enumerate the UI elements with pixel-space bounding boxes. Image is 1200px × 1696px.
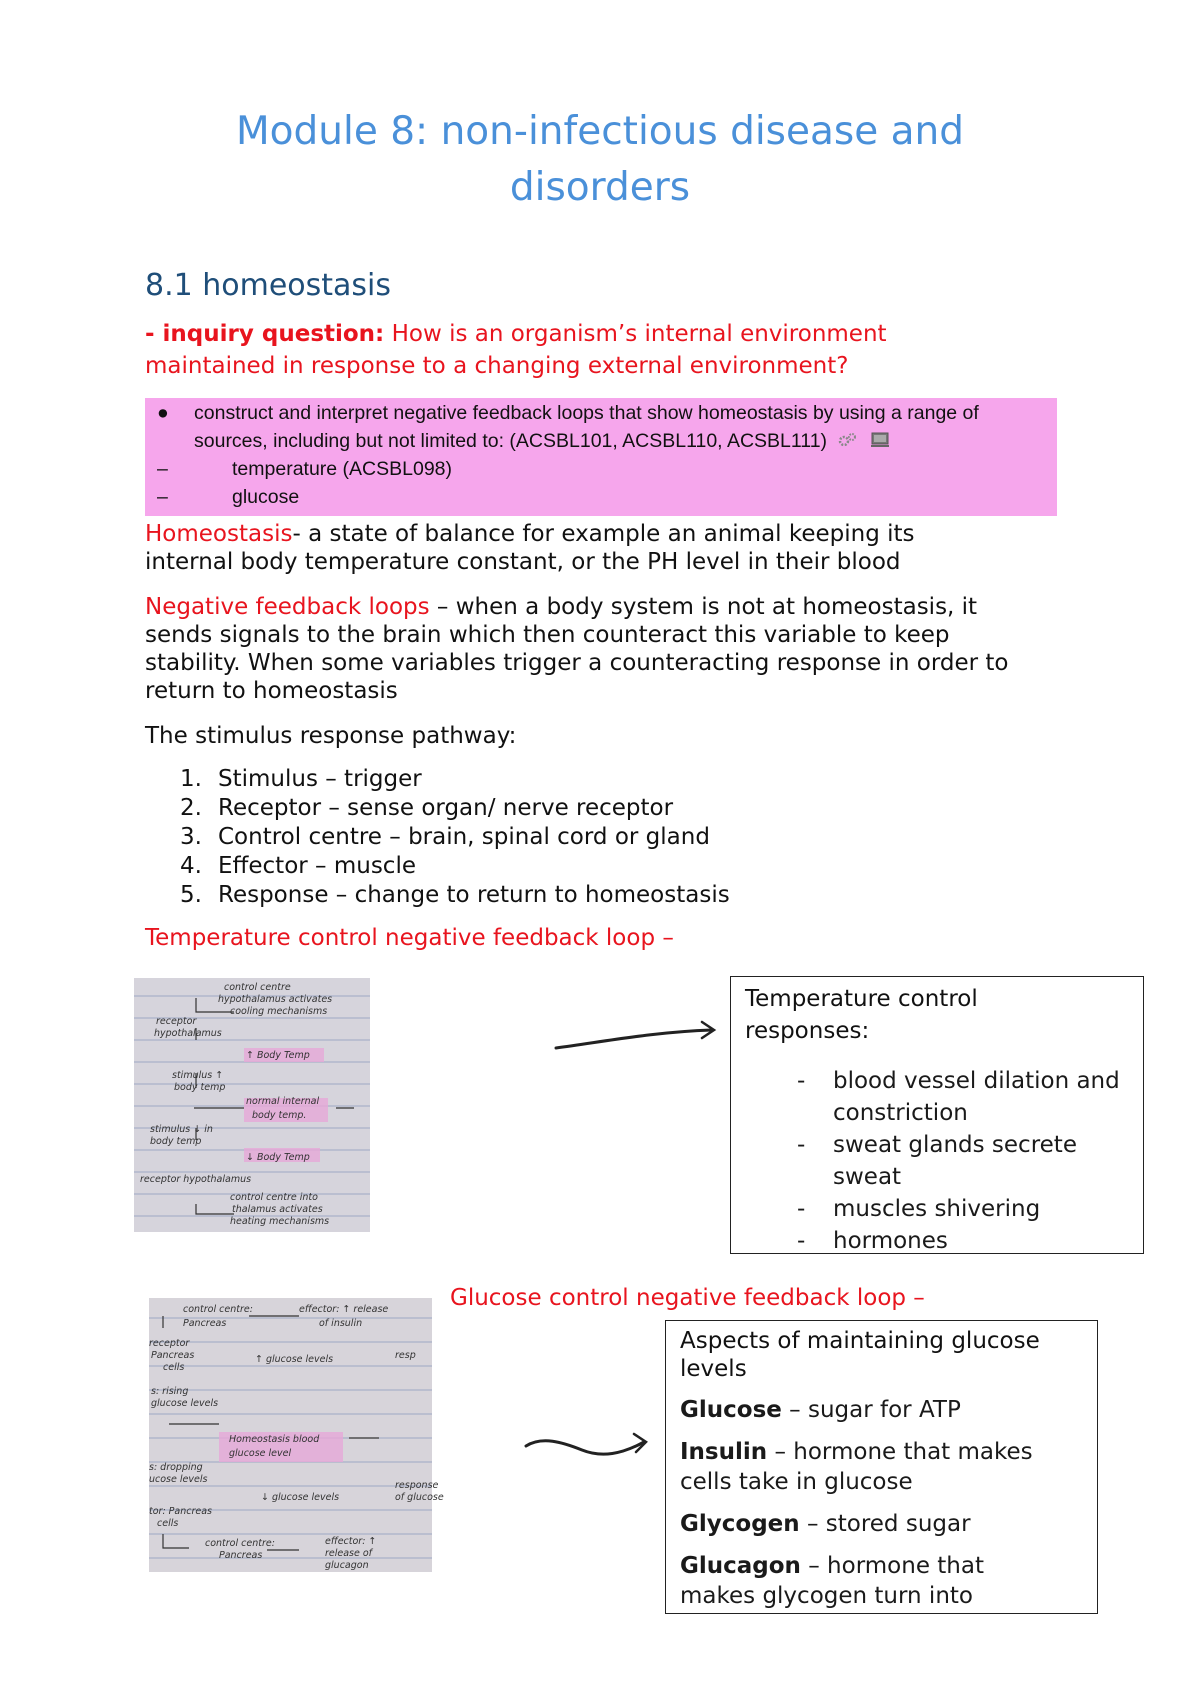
handwritten-note: Pancreas	[219, 1550, 263, 1561]
title-line-2: disorders	[509, 165, 691, 210]
list-item: Glucose – sugar for ATP	[680, 1397, 961, 1423]
gears-icon	[838, 429, 858, 455]
handwritten-note: body temp	[150, 1136, 202, 1147]
nfl-def-4: return to homeostasis	[145, 678, 398, 704]
glucose-box-title-2: levels	[680, 1356, 747, 1382]
handwritten-note: cooling mechanisms	[230, 1006, 328, 1017]
title-line-1: Module 8: non-infectious disease and	[236, 109, 964, 154]
homeostasis-def-2: internal body temperature constant, or the PH level in their blood	[145, 549, 901, 575]
nfl-def-1: – when a body system is not at homeostasis, it	[429, 594, 978, 620]
pathway-list	[180, 765, 730, 910]
curved-arrow-icon	[552, 1010, 720, 1060]
handwritten-note: body temp	[174, 1082, 226, 1093]
handwritten-note: s: rising	[151, 1386, 189, 1397]
nfl-def-2: sends signals to the brain which then counteract this variable to keep	[145, 622, 950, 648]
list-item: Glycogen – stored sugar	[680, 1511, 971, 1537]
nfl-def-3: stability. When some variables trigger a counteracting response in order to	[145, 650, 1009, 676]
wavy-arrow-icon	[522, 1428, 652, 1468]
syllabus-dash-1: –	[157, 458, 168, 480]
inquiry-label: - inquiry question:	[145, 321, 385, 347]
handwritten-note: receptor	[149, 1338, 190, 1349]
handwritten-note: Homeostasis blood	[229, 1434, 320, 1445]
handwritten-note: ↑ Body Temp	[246, 1050, 310, 1061]
handwritten-note: control centre:	[183, 1304, 253, 1315]
handwritten-note: ↑ glucose levels	[255, 1354, 334, 1365]
list-item: Glucagon – hormone that makes glycogen turn into	[680, 1553, 984, 1609]
inquiry-text-2: maintained in response to a changing external environment?	[145, 353, 849, 379]
list-item: - sweat glands secrete sweat	[797, 1132, 1077, 1190]
glucose-loop-heading: Glucose control negative feedback loop –	[450, 1285, 925, 1311]
temp-box-title-1: Temperature control	[745, 986, 978, 1012]
handwritten-note: thalamus activates	[232, 1204, 323, 1215]
handwritten-note: stimulus ↑	[172, 1070, 224, 1081]
nfl-definition	[145, 593, 1075, 705]
pathway-intro: The stimulus response pathway:	[145, 723, 517, 749]
handwritten-note: cells	[157, 1518, 179, 1529]
handwritten-note: glucose levels	[151, 1398, 219, 1409]
handwritten-note: receptor	[156, 1016, 197, 1027]
handwritten-note: ↓ glucose levels	[261, 1492, 340, 1503]
handwritten-note: of insulin	[319, 1318, 363, 1329]
temperature-responses-box	[730, 976, 1144, 1254]
syllabus-dotpoint	[145, 398, 1057, 516]
handwritten-note: control centre:	[205, 1538, 275, 1549]
handwritten-note: effector: ↑	[325, 1536, 377, 1547]
temp-box-title-2: responses:	[745, 1018, 870, 1044]
handwritten-note: glucagon	[325, 1560, 369, 1571]
handwritten-note: resp	[395, 1350, 416, 1361]
handwritten-note: control centre	[224, 982, 291, 993]
syllabus-line-2: sources, including but not limited to: (ACSBL101, ACSBL110, ACSBL111)	[194, 430, 828, 452]
section-heading: 8.1 homeostasis	[145, 268, 392, 303]
syllabus-bullet: ●	[157, 402, 169, 424]
glucose-notes-drawing	[149, 1298, 444, 1572]
handwritten-note: release of	[325, 1548, 373, 1559]
syllabus-line-1: construct and interpret negative feedback loops that show homeostasis by using a range of	[194, 402, 979, 424]
handwritten-note: of glucose	[395, 1492, 444, 1503]
syllabus-sub-2: glucose	[232, 486, 300, 508]
list-item: - blood vessel dilation and constriction	[797, 1068, 1120, 1126]
handwritten-note: control centre into	[230, 1192, 318, 1203]
list-item: 1. Stimulus – trigger	[180, 766, 422, 792]
list-item: - hormones	[797, 1228, 948, 1254]
handwritten-note: hypothalamus activates	[218, 994, 333, 1005]
temperature-notes-photo	[134, 978, 370, 1232]
glucose-aspects-box	[665, 1320, 1098, 1614]
handwritten-note: glucose level	[229, 1448, 292, 1459]
list-item: 2. Receptor – sense organ/ nerve receptor	[180, 795, 674, 821]
handwritten-note: stimulus ↓ in	[150, 1124, 213, 1135]
handwritten-note: Pancreas	[151, 1350, 195, 1361]
homeostasis-term: Homeostasis	[145, 521, 293, 547]
list-item: - muscles shivering	[797, 1196, 1041, 1222]
page-title	[0, 104, 1200, 216]
temperature-loop-heading: Temperature control negative feedback loop –	[145, 925, 674, 951]
handwritten-note: ucose levels	[149, 1474, 208, 1485]
syllabus-dash-2: –	[157, 486, 168, 508]
temperature-notes-drawing	[134, 978, 370, 1232]
handwritten-note: body temp.	[252, 1110, 307, 1121]
handwritten-note: cells	[163, 1362, 185, 1373]
nfl-term: Negative feedback loops	[145, 594, 430, 620]
handwritten-note: hypothalamus	[154, 1028, 222, 1039]
syllabus-line-2-wrap	[194, 428, 890, 455]
handwritten-note: normal internal	[246, 1096, 320, 1107]
list-item: Insulin – hormone that makes cells take in glucose	[680, 1439, 1033, 1495]
handwritten-note: response	[395, 1480, 439, 1491]
handwritten-note: heating mechanisms	[230, 1216, 330, 1227]
computer-icon	[870, 429, 890, 455]
handwritten-note: tor: Pancreas	[149, 1506, 212, 1517]
list-item: 3. Control centre – brain, spinal cord or gland	[180, 824, 710, 850]
inquiry-question	[145, 318, 1045, 382]
list-item: 5. Response – change to return to homeostasis	[180, 882, 730, 908]
homeostasis-def-1: - a state of balance for example an animal keeping its	[292, 521, 915, 547]
glucose-notes-photo	[149, 1298, 444, 1572]
list-item: 4. Effector – muscle	[180, 853, 416, 879]
handwritten-note: s: dropping	[149, 1462, 203, 1473]
handwritten-note: receptor hypothalamus	[140, 1174, 252, 1185]
homeostasis-definition	[145, 520, 1075, 576]
handwritten-note: Pancreas	[183, 1318, 227, 1329]
glucose-box-title-1: Aspects of maintaining glucose	[680, 1328, 1040, 1354]
handwritten-note: ↓ Body Temp	[246, 1152, 310, 1163]
syllabus-sub-1: temperature (ACSBL098)	[232, 458, 453, 480]
inquiry-text: How is an organism’s internal environment	[384, 321, 887, 347]
handwritten-note: effector: ↑ release	[299, 1304, 389, 1315]
